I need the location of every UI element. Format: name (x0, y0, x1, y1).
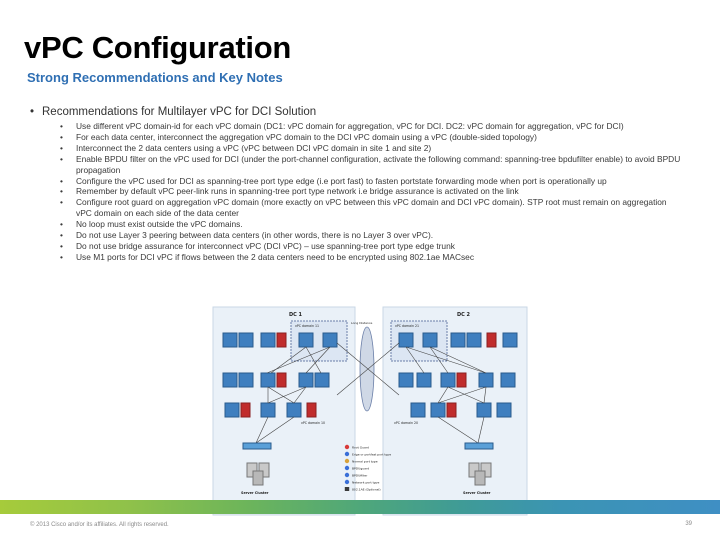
recommendation-list (60, 121, 682, 263)
list-item: • Remember by default vPC peer-link runs in spanning-tree port type network i.e bridge assurance is activated on the link (60, 186, 682, 197)
copyright-notice: © 2013 Cisco and/or its affiliates. All rights reserved. (30, 522, 169, 528)
long-distance-link (360, 327, 374, 411)
section-heading-row (30, 106, 316, 118)
dc1-agg-domain-label: vPC domain 10 (301, 421, 326, 425)
list-item: • For each data center, interconnect the aggregation vPC domain to the DCI vPC domain using a vPC (double-sided topology) (60, 132, 682, 143)
legend-item: Root Guard (352, 445, 369, 450)
network-topology-diagram (211, 303, 529, 519)
list-item: • Use M1 ports for DCI vPC if flows between the 2 data centers need to be encrypted using 802.1ae MACsec (60, 252, 682, 263)
bullet-icon: • (30, 106, 35, 118)
page-number: 39 (685, 521, 692, 527)
slide-title: vPC Configuration (24, 30, 291, 65)
dc2-agg-domain-label: vPC domain 20 (394, 421, 419, 425)
dc1-dci-domain-label: vPC domain 11 (295, 324, 320, 328)
list-item: • Configure root guard on aggregation vPC domain (more exactly on vPC between this vPC domain and DCI vPC domain). STP root must remain on aggregation vPC domain on each side of the data center (60, 197, 682, 219)
footer-color-bar (0, 500, 720, 514)
list-item: • Use different vPC domain-id for each vPC domain (DC1: vPC domain for aggregation, vPC for DCI. DC2: vPC domain for aggregation, vPC for DCI) (60, 121, 682, 132)
dc1-cluster-label: Server Cluster (241, 491, 269, 495)
list-item: • Do not use Layer 3 peering between data centers (in other words, there is no Layer 3 over vPC). (60, 230, 682, 241)
dc2-label: DC 2 (457, 312, 471, 318)
list-item: • Interconnect the 2 data centers using a vPC (vPC between DCI vPC domain in site 1 and site 2) (60, 143, 682, 154)
long-distance-label: Long Distance (351, 321, 373, 325)
list-item: • Configure the vPC used for DCI as spanning-tree port type edge (i.e port fast) to fasten portstate forwarding mode when port is operationally up (60, 176, 682, 187)
legend-item: 802.1AE (Optional) (352, 487, 381, 492)
legend-item: BPDUguard (352, 466, 370, 471)
dc1-label: DC 1 (289, 312, 303, 318)
dc2-cluster-label: Server Cluster (463, 491, 491, 495)
legend-item: Network port type (352, 480, 380, 485)
dc2-dci-domain-label: vPC domain 21 (395, 324, 420, 328)
list-item: • Enable BPDU filter on the vPC used for DCI (under the port-channel configuration, activate the following command: spanning-tree bpdufilter enable) to avoid BPDU propagation (60, 154, 682, 176)
slide-subtitle: Strong Recommendations and Key Notes (27, 70, 283, 85)
legend-item: BPDUfilter (352, 473, 368, 478)
dc1-access-switch (243, 443, 271, 449)
dc2-access-switch (465, 443, 493, 449)
list-item: • Do not use bridge assurance for interconnect vPC (DCI vPC) – use spanning-tree port type edge trunk (60, 241, 682, 252)
list-item: • No loop must exist outside the vPC domains. (60, 219, 682, 230)
legend-item: Edge or portfast port type (352, 452, 392, 457)
section-heading: Recommendations for Multilayer vPC for DCI Solution (42, 106, 317, 118)
legend-item: Normal port type (352, 459, 378, 464)
